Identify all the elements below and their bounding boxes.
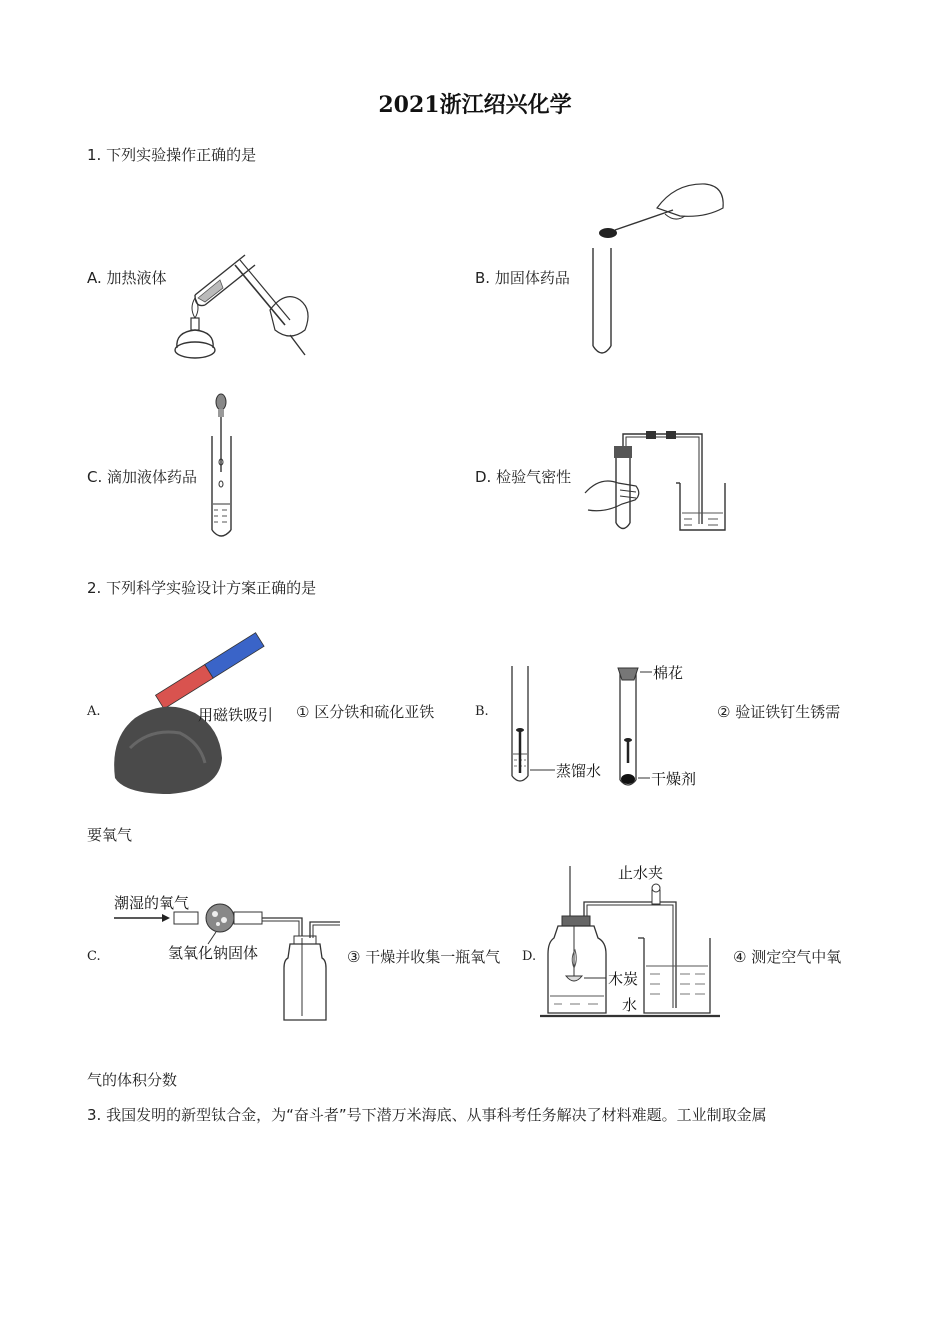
- fig-label-charcoal: 木炭: [608, 970, 639, 988]
- q2-option-b-continuation: 要氧气: [87, 826, 133, 844]
- heating-liquid-figure: [165, 250, 315, 365]
- q1-option-a: A. 加热液体: [87, 269, 167, 287]
- fig-label-cotton: 棉花: [653, 664, 684, 682]
- q2-option-a-text: ① 区分铁和硫化亚铁: [296, 703, 435, 721]
- fig-label-gas: 潮湿的氧气: [114, 894, 190, 912]
- page-title: 2021浙江绍兴化学: [378, 92, 572, 118]
- q1-option-d: D. 检验气密性: [475, 468, 572, 486]
- fig-label-water: 蒸馏水: [556, 762, 602, 780]
- q2-option-a-label: A.: [87, 704, 101, 719]
- q2-option-b-label: B.: [475, 704, 489, 719]
- q1-option-b: B. 加固体药品: [475, 269, 570, 287]
- q2-option-d-continuation: 气的体积分数: [87, 1071, 178, 1089]
- fig-label-desiccant: 干燥剂: [651, 770, 697, 788]
- fig-label-magnet: 用磁铁吸引: [198, 706, 274, 724]
- magnet-iron-figure: [110, 618, 295, 798]
- airtightness-figure: [580, 428, 730, 538]
- q1-stem: 1. 下列实验操作正确的是: [87, 146, 257, 164]
- iron-nail-rust-figure: [500, 658, 710, 793]
- fig-label-water: 水: [622, 996, 638, 1014]
- q2-option-c-label: C.: [87, 949, 101, 964]
- q3-stem: 3. 我国发明的新型钛合金，为“奋斗者”号下潜万米海底、从事科考任务解决了材料难题。工业制取金属: [87, 1106, 767, 1124]
- fig-label-solid: 氢氧化钠固体: [168, 944, 259, 962]
- adding-solid-figure: [585, 178, 730, 360]
- q2-stem: 2. 下列科学实验设计方案正确的是: [87, 579, 317, 597]
- q1-option-c: C. 滴加液体药品: [87, 468, 198, 486]
- q2-option-b-text: ② 验证铁钉生锈需: [717, 703, 841, 721]
- q2-option-c-text: ③ 干燥并收集一瓶氧气: [347, 948, 501, 966]
- dropping-liquid-figure: [205, 392, 245, 540]
- dry-collect-oxygen-figure: [112, 888, 344, 1026]
- oxygen-volume-figure: [540, 858, 725, 1023]
- q2-option-d-label: D.: [522, 949, 537, 964]
- q2-option-d-text: ④ 测定空气中氧: [733, 948, 842, 966]
- fig-label-clamp: 止水夹: [618, 864, 664, 882]
